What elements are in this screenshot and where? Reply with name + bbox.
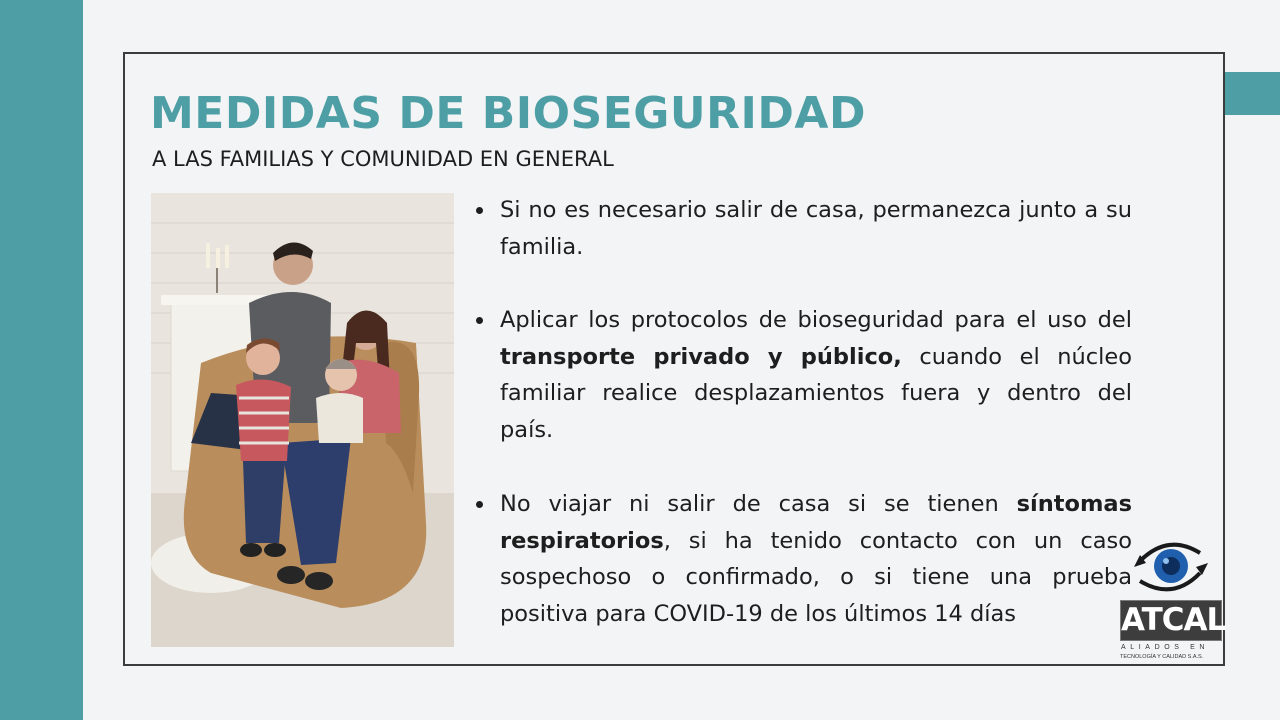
bullet-text: cuando el núcleo familiar realice desplazamientos fuera y dentro del país. (500, 343, 1132, 443)
eye-icon (1118, 533, 1228, 603)
bullet-bold-text: síntomas respiratorios (500, 491, 1132, 554)
logo-tagline-secondary: TECNOLOGÍA Y CALIDAD S.A.S. (1120, 654, 1204, 660)
bullet-text: No viajar ni salir de casa si se tienen (500, 491, 1017, 517)
family-photo (151, 193, 454, 647)
bullet-item (472, 486, 1132, 632)
bullet-item (472, 192, 1132, 265)
bullet-bold-text: transporte privado y público, (500, 343, 902, 370)
bullet-item (472, 302, 1132, 448)
page-title: MEDIDAS DE BIOSEGURIDAD (150, 88, 866, 139)
logo-name: ATCAL (1120, 600, 1222, 641)
page-subtitle: A LAS FAMILIAS Y COMUNIDAD EN GENERAL (152, 147, 614, 171)
left-accent-bar (0, 0, 83, 720)
bullet-text: Aplicar los protocolos de bioseguridad para el uso del (500, 307, 1132, 333)
bullet-text: , si ha tenido contacto con un caso sospechoso o confirmado, o si tiene una prueba positiva para COVID-19 de los últimos 14 días (500, 527, 1132, 627)
logo-tagline: ALIADOS EN (1121, 644, 1210, 651)
bullet-text: Si no es necesario salir de casa, permanezca junto a su familia. (500, 197, 1132, 260)
family-photo-illustration (151, 193, 454, 647)
